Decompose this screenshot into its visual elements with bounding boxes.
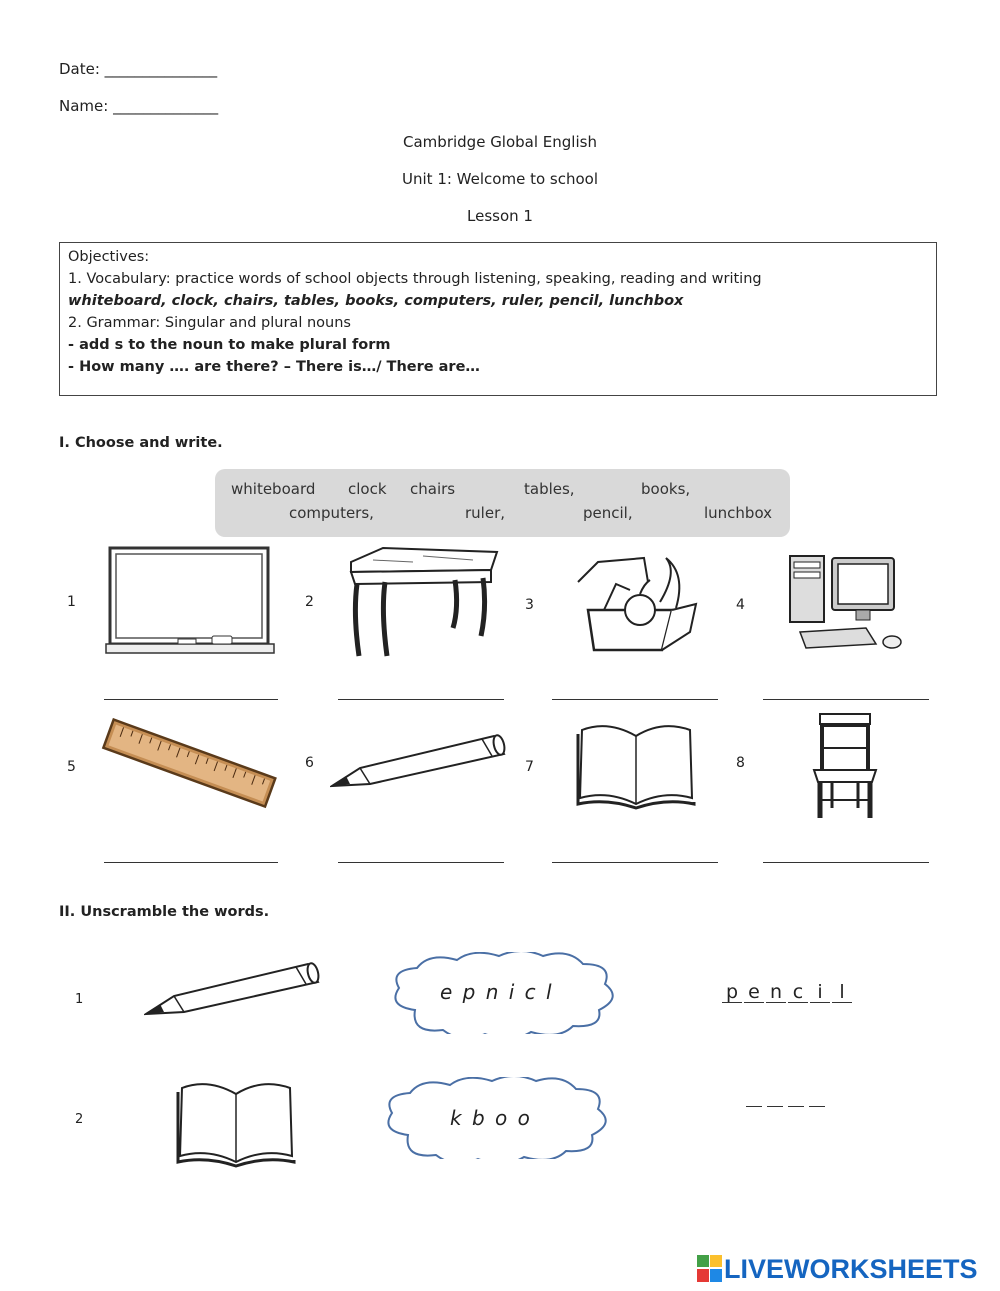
item-number: 7 [525, 759, 534, 775]
lunchbox-picture [574, 552, 698, 654]
logo-text: LIVEWORKSHEETS [724, 1254, 978, 1284]
answer-letter[interactable]: e [744, 982, 764, 1003]
word-bank-item: pencil, [583, 504, 633, 522]
answer-line[interactable] [338, 699, 504, 700]
logo-badge-icon [697, 1255, 723, 1283]
answer-letter[interactable]: n [766, 982, 786, 1003]
answer-letter[interactable]: c [788, 982, 808, 1003]
objectives-heading: Objectives: [68, 249, 150, 265]
objectives-box [59, 242, 937, 396]
book-picture [174, 1076, 298, 1168]
pencil-picture [330, 732, 510, 792]
course-title: Cambridge Global English [403, 133, 597, 151]
item-number: 5 [67, 759, 76, 775]
item-number: 4 [736, 597, 745, 613]
date-field: Date: _______________ [59, 60, 218, 78]
answer-letter[interactable]: p [722, 982, 742, 1003]
grammar-rule-how-many: - How many …. are there? – There is…/ There are… [68, 359, 480, 375]
word-bank-item: lunchbox [704, 504, 773, 522]
answer-letter[interactable] [788, 1106, 804, 1107]
pencil-picture [144, 960, 324, 1020]
answer-letter[interactable] [746, 1106, 762, 1107]
vocabulary-objective: 1. Vocabulary: practice words of school objects through listening, speaking, reading and writing [68, 271, 762, 287]
section-1-title: I. Choose and write. [59, 435, 223, 451]
word-bank-item: clock [348, 480, 387, 498]
answer-line[interactable] [552, 699, 718, 700]
grammar-objective: 2. Grammar: Singular and plural nouns [68, 315, 351, 331]
book-picture [574, 718, 698, 810]
word-bank-item: whiteboard [231, 480, 316, 498]
whiteboard-picture [104, 546, 276, 658]
word-bank-item: computers, [289, 504, 374, 522]
vocabulary-words: whiteboard, clock, chairs, tables, books, computers, ruler, pencil, lunchbox [68, 293, 684, 309]
section-2-title: II. Unscramble the words. [59, 904, 270, 920]
answer-line[interactable] [104, 862, 278, 863]
name-field: Name: ______________ [59, 97, 219, 115]
answer-letter[interactable]: i [810, 982, 830, 1003]
item-number: 2 [75, 1112, 84, 1127]
answer-line[interactable] [104, 699, 278, 700]
item-number: 1 [75, 992, 84, 1007]
word-bank-item: chairs [410, 480, 456, 498]
word-bank-item: books, [641, 480, 691, 498]
computer-picture [786, 548, 908, 656]
answer-letter[interactable] [809, 1106, 825, 1107]
chair-picture [810, 712, 880, 822]
answer-letter[interactable] [767, 1106, 783, 1107]
item-number: 6 [305, 755, 314, 771]
word-bank-item: tables, [524, 480, 575, 498]
scrambled-word: e p n i c l [440, 980, 554, 1004]
item-number: 2 [305, 594, 314, 610]
answer-letter[interactable]: l [832, 982, 852, 1003]
item-number: 3 [525, 597, 534, 613]
grammar-rule-plural: - add s to the noun to make plural form [68, 337, 391, 353]
answer-line[interactable] [763, 862, 929, 863]
word-bank-item: ruler, [465, 504, 506, 522]
table-picture [343, 544, 501, 662]
scrambled-word: k b o o [450, 1106, 532, 1130]
answer-line[interactable] [552, 862, 718, 863]
item-number: 1 [67, 594, 76, 610]
answer-line[interactable] [763, 699, 929, 700]
word-bank [215, 469, 790, 537]
ruler-picture [99, 718, 279, 810]
answer-line[interactable] [338, 862, 504, 863]
liveworksheets-logo [697, 1254, 997, 1284]
item-number: 8 [736, 755, 745, 771]
lesson-title: Lesson 1 [467, 207, 533, 225]
unit-title: Unit 1: Welcome to school [402, 170, 598, 188]
